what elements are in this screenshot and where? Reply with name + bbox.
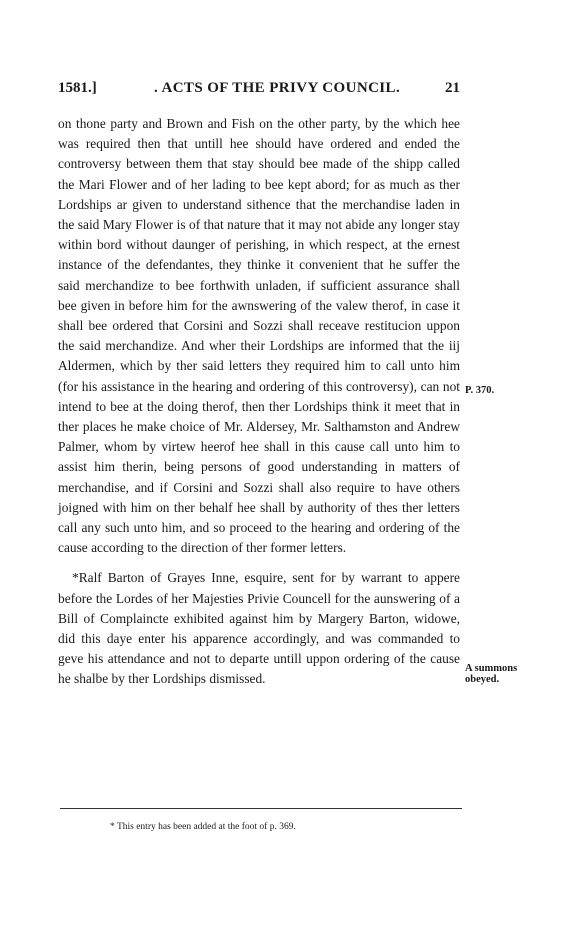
margin-note-summons: A summons obeyed. (465, 663, 518, 685)
page-number: 21 (445, 80, 460, 96)
running-header (58, 80, 460, 102)
footnote-rule (60, 808, 462, 809)
header-year: 1581.] (58, 80, 97, 96)
main-text (58, 114, 460, 690)
paragraph-barton-entry: *Ralf Barton of Grayes Inne, esquire, sent for by warrant to appere before the Lordes of her Majesties Privie Councell for the aunswering of a Bill of Complaincte exhibited against him by Margery Barton, widowe, did this daye enter his apparence accordingly, and was commanded to geve his attendance and not to departe untill uppon ordering of the cause he shalbe by ther Lordships dismissed. (58, 570, 460, 687)
header-title: . ACTS OF THE PRIVY COUNCIL. (154, 80, 401, 96)
paragraph-council-letter: on thone party and Brown and Fish on the other party, by the which hee was required then that untill hee should have ordered and ended the controversy between them that stay should bee made of the shipp called the Mari Flower and of her lading to bee kept abord; for as much as ther Lordships ar given to understand sithence that the merchandise laden in the said Mary Flower is of that nature that it may not abide any longer stay within bord without daunger of perishing, in which respect, at the ernest instance of the defendantes, they thinke it convenient that he suffer the said merchandize to bee forthwith unladen, if sufficient assurance shall bee given in before him for the awnswering of the valew therof, in case it shall bee ordered that Corsini and Sozzi shall receave restitucion uppon the said merchandize. And wher their Lordships are informed that the iij Aldermen, which by ther said letters they required him to call unto him (for his assistance in the hearing and ordering of this controversy), can not intend to bee at the doing therof, then ther Lordships think it meet that in ther places he make choice of Mr. Aldersey, Mr. Salthamston and Andrew Palmer, whom by virtew heerof hee shall in this cause call unto him to assist him therin, being persons of good understanding in matters of merchandise, and if Corsini and Sozzi shall also require to have others joigned with him on ther behalf hee shall by authority of thes ther letters call any such unto him, and so proceed to the hearing and ordering of the cause according to the direction of ther former letters. (58, 116, 460, 556)
margin-note-page-ref: P. 370. (465, 385, 495, 396)
footnote: * This entry has been added at the foot of p. 369. (110, 822, 296, 832)
